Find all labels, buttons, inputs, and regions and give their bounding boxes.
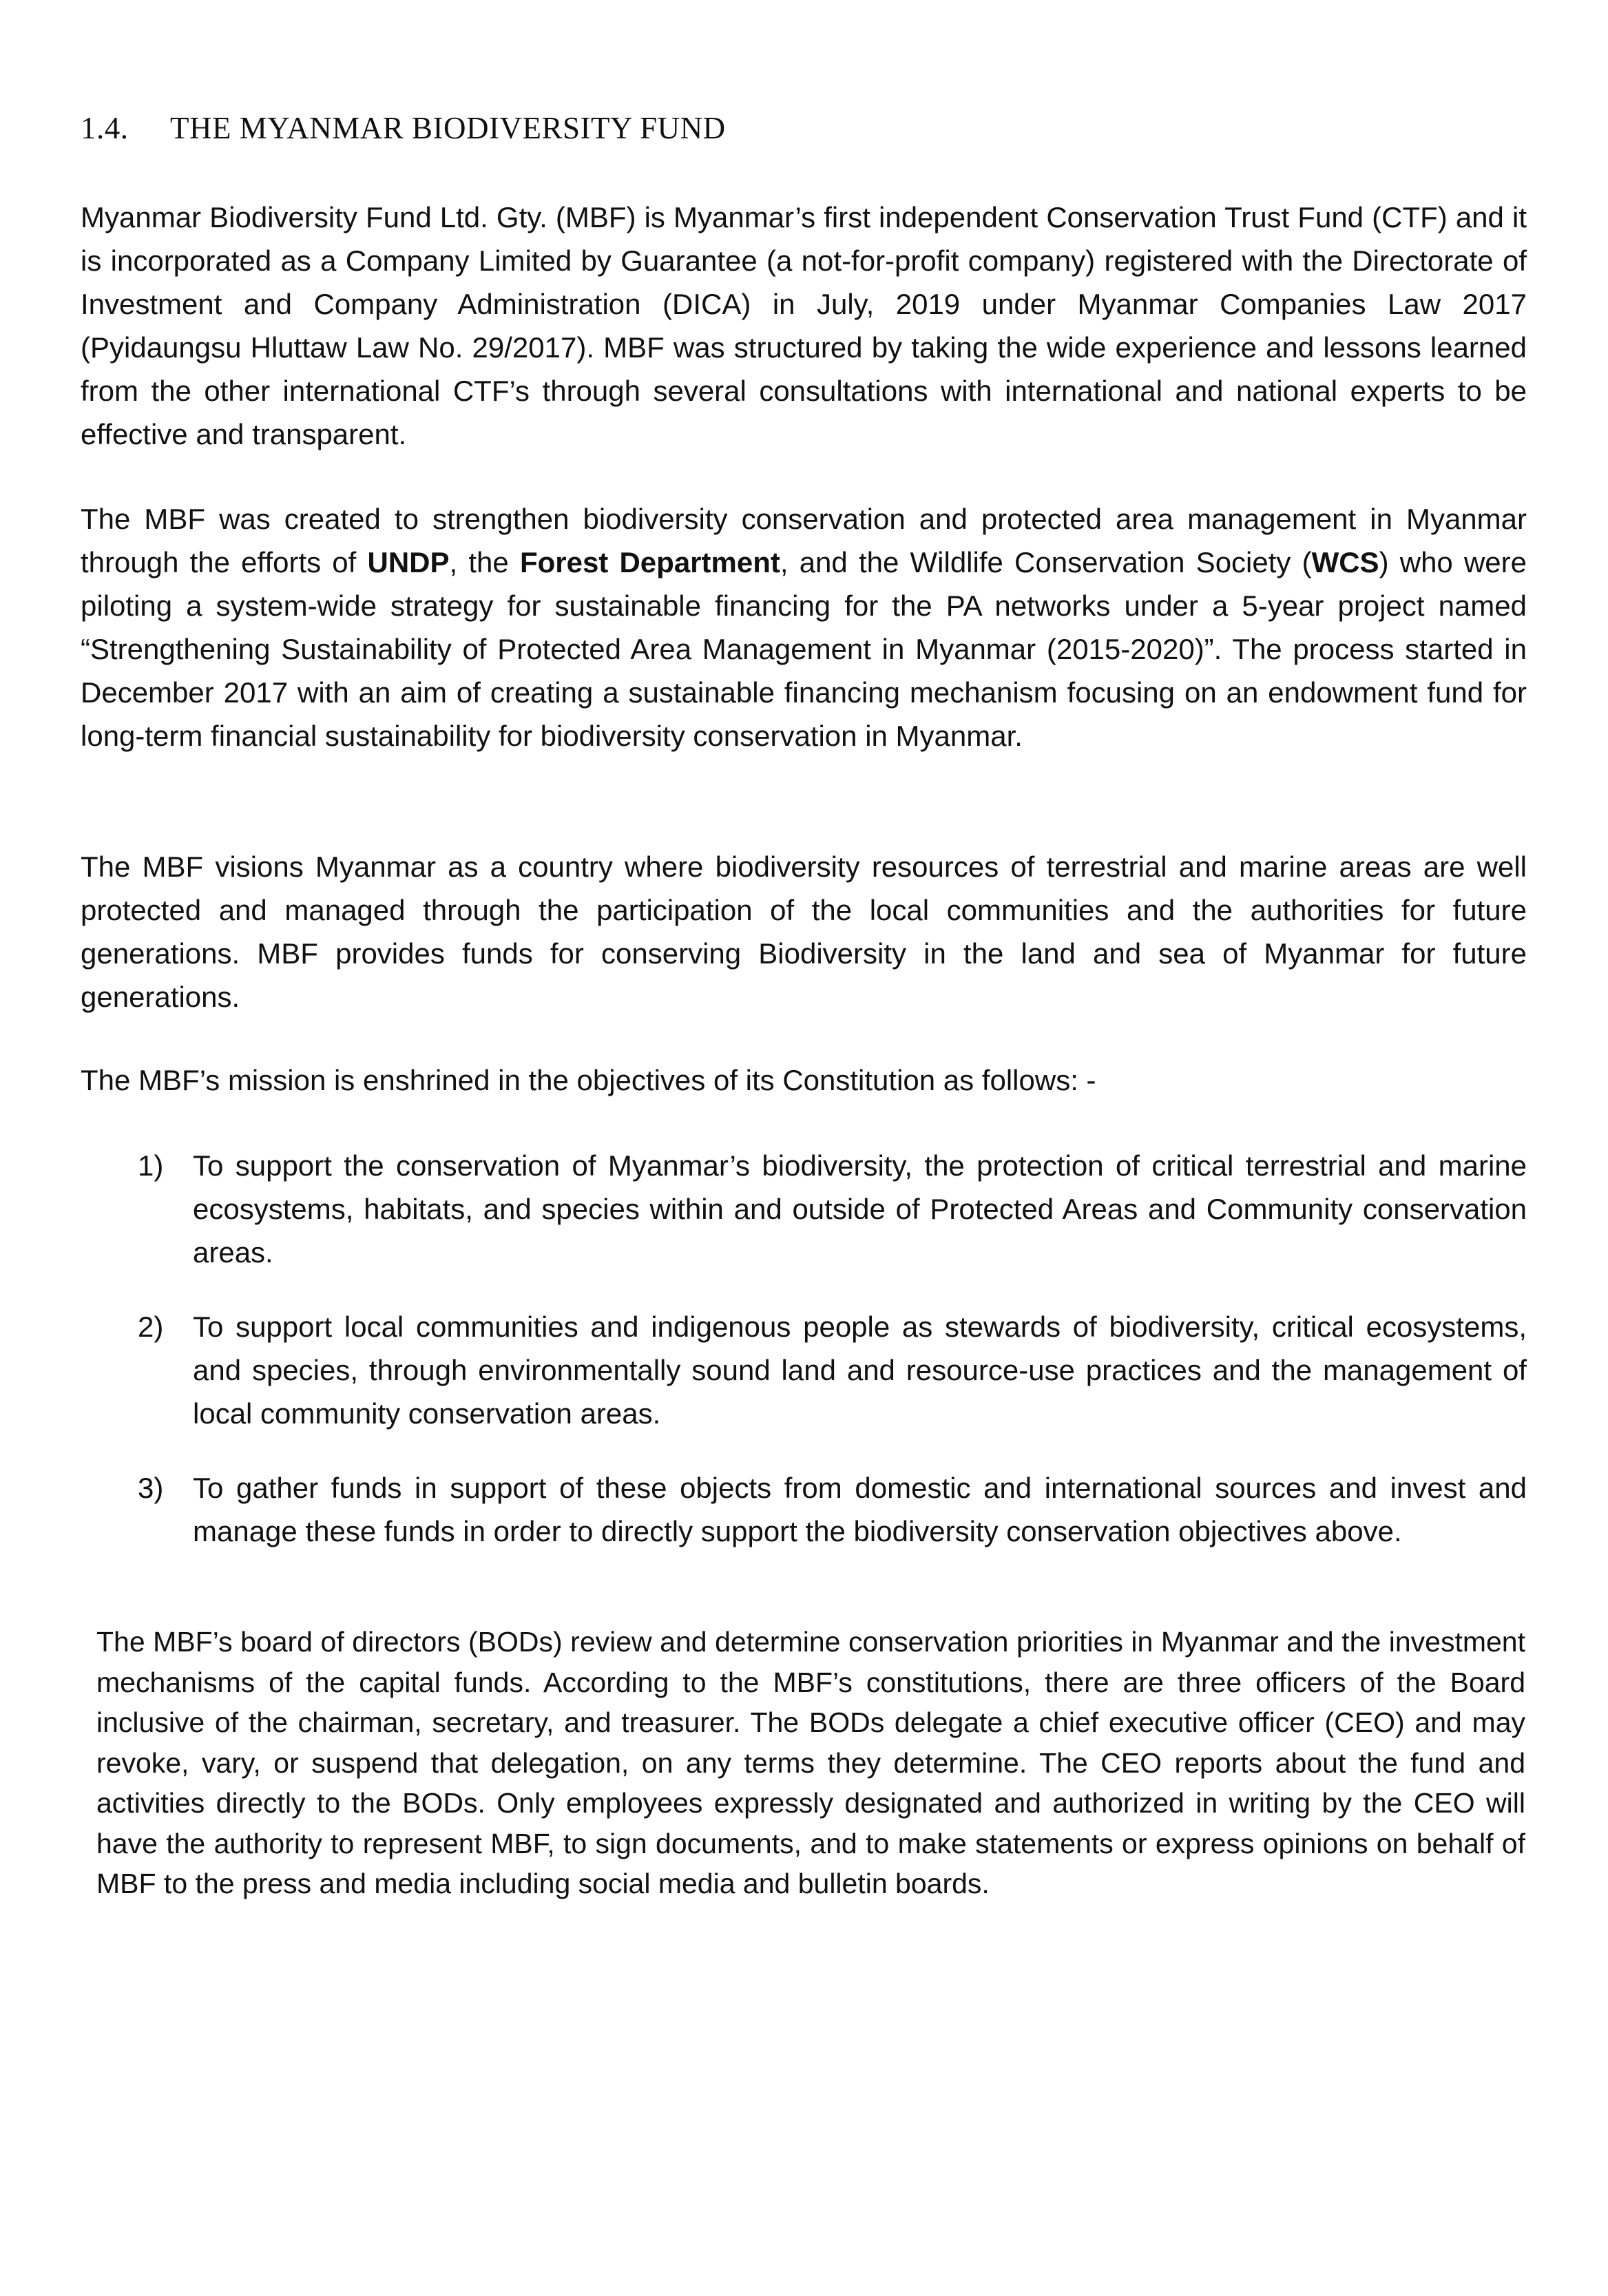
paragraph-mbf-creation-text: , and the Wildlife Conservation Society ( (780, 546, 1312, 578)
list-item (138, 1466, 1527, 1553)
paragraph-mbf-creation-text: , the (449, 546, 520, 578)
section-heading (81, 110, 726, 146)
section-number: 1.4. (81, 111, 129, 145)
paragraph-mbf-vision: The MBF visions Myanmar as a country where biodiversity resources of terrestrial and marine areas are well protected and managed through the participation of the local communities and the authorities for future generations. MBF provides funds for conserving Biodiversity in the land and sea of Myanmar for future generations. (81, 850, 1527, 1013)
section-title: THE MYANMAR BIODIVERSITY FUND (170, 111, 726, 145)
paragraph-mbf-overview: Myanmar Biodiversity Fund Ltd. Gty. (MBF) is Myanmar’s first independent Conservation Trust Fund (CTF) and it is incorporated as a Company Limited by Guarantee (a not-for-profit company) registered with the Directorate of Investment and Company Administration (DICA) in July, 2019 under Myanmar Companies Law 2017 (Pyidaungsu Hluttaw Law No. 29/2017). MBF was structured by taking the wide experience and lessons learned from the other international CTF’s through several consultations with international and national experts to be effective and transparent. (81, 201, 1527, 450)
list-item-marker: 1) (138, 1149, 164, 1182)
wcs-bold: WCS (1311, 546, 1379, 578)
paragraph-mbf-creation (81, 497, 1527, 758)
list-item-marker: 3) (138, 1472, 164, 1504)
list-item-text: To support the conservation of Myanmar’s biodiversity, the protection of critical terrestrial and marine ecosystems, habitats, and species within and outside of Protected Areas and Community conservation areas. (193, 1149, 1527, 1269)
list-item (138, 1144, 1527, 1274)
list-item (138, 1305, 1527, 1435)
list-item-text: To gather funds in support of these objects from domestic and international sources and invest and manage these funds in order to directly support the biodiversity conservation objectives above. (193, 1472, 1527, 1547)
undp-bold: UNDP (367, 546, 450, 578)
list-item-text: To support local communities and indigenous people as stewards of biodiversity, critical ecosystems, and species, through environmentally sound land and resource-use practices and the management of local community conservation areas. (193, 1311, 1527, 1430)
paragraph-mbf-mission-intro: The MBF’s mission is enshrined in the objectives of its Constitution as follows: - (81, 1064, 1096, 1096)
paragraph-mbf-creation-text: The MBF was created to strengthen biodiversity conservation and protected area management in Myanmar through the efforts of (81, 503, 1527, 578)
paragraph-mbf-creation-text: ) who were piloting a system-wide strategy for sustainable financing for the PA networks under a 5-year project named “Strengthening Sustainability of Protected Area Management in Myanmar (2015-2020)”. The process started in December 2017 with an aim of creating a sustainable financing mechanism focusing on an endowment fund for long-term financial sustainability for biodiversity conservation in Myanmar. (81, 546, 1527, 752)
list-item-marker: 2) (138, 1311, 164, 1343)
forest-department-bold: Forest Department (519, 546, 780, 578)
paragraph-board-of-directors: The MBF’s board of directors (BODs) review and determine conservation priorities in Myanmar and the investment mechanisms of the capital funds. According to the MBF’s constitutions, there are three officers of the Board inclusive of the chairman, secretary, and treasurer. The BODs delegate a chief executive officer (CEO) and may revoke, vary, or suspend that delegation, on any terms they determine. The CEO reports about the fund and activities directly to the BODs. Only employees expressly designated and authorized in writing by the CEO will have the authority to represent MBF, to sign documents, and to make statements or express opinions on behalf of MBF to the press and media including social media and bulletin boards. (96, 1626, 1525, 1899)
